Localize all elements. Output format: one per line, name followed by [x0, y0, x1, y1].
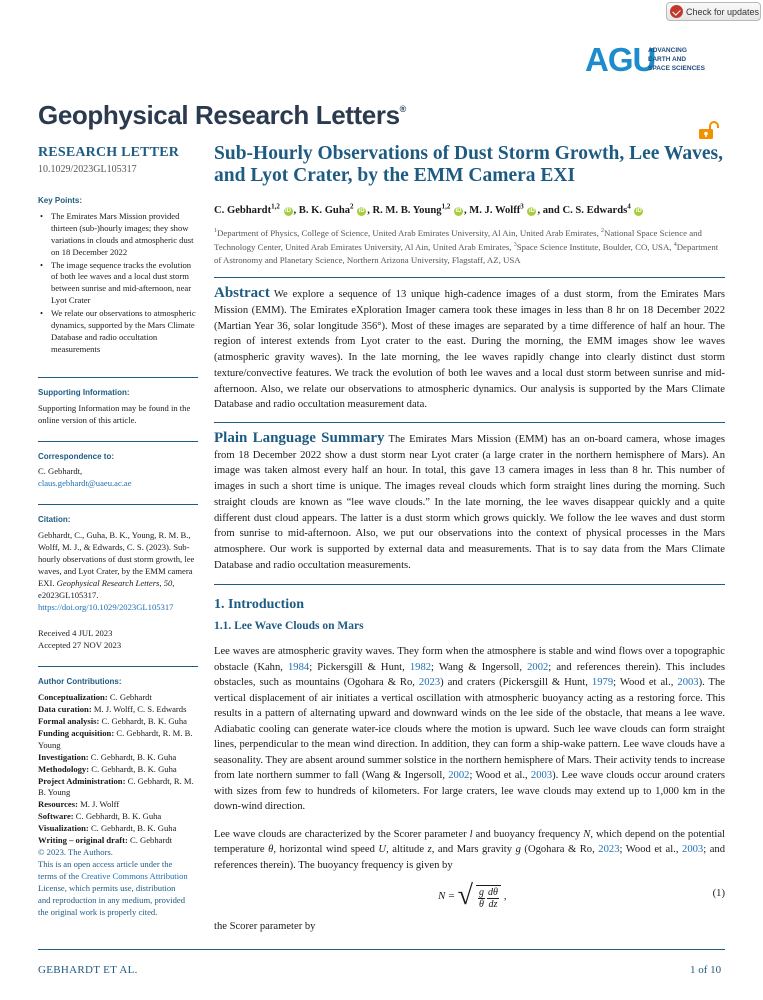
- affiliation-sup: 1: [214, 227, 217, 234]
- author-name: C. Gebhardt: [214, 204, 272, 216]
- eq-equals: =: [448, 890, 455, 903]
- contribution-names: C. Gebhardt, B. K. Guha: [75, 811, 162, 822]
- divider: [214, 584, 725, 585]
- affiliation-sup: 2: [600, 227, 604, 234]
- citation-link[interactable]: 2002: [448, 770, 470, 782]
- check-for-updates-button[interactable]: [666, 2, 761, 21]
- paragraph-text: ). The vertical displacement of air initiates a vertical oscillation with atmospheric buoyancy acting as a restoring force. This results in a pattern of alternating upward and downward winds on the lee side of the obstacle, that means a lee wave. Adiabatic cooling can generate water-ice clouds where the motion is upward. Such lee wave clouds can form straight lines, perpendicular to the mean wind direction. In addition, they can form a ship-wake pattern. Lee wave clouds have a seasonality. They are absent around summer solstice in the northern hemisphere of Mars. Their activity tends to increase from late northern summer to fall (Wang & Ingersoll,: [214, 677, 726, 782]
- sqrt-icon: √: [457, 880, 473, 912]
- author-separator: ,: [367, 204, 373, 216]
- equation-number: (1): [712, 888, 725, 900]
- contribution-item: [38, 799, 198, 811]
- footer-authors: GEBHARDT ET AL.: [38, 964, 138, 976]
- supporting-info-heading: Supporting Information:: [38, 387, 130, 397]
- eq-fraction-row: [478, 887, 499, 910]
- author-separator: ,: [463, 204, 470, 216]
- contribution-names: C. Gebhardt, B. K. Guha: [101, 716, 187, 726]
- open-access-lock-icon: [697, 121, 722, 139]
- sidebar: [38, 145, 198, 917]
- abstract: [214, 286, 725, 413]
- eq-fraction: [487, 887, 499, 910]
- author-name: B. K. Guha: [298, 204, 351, 216]
- divider: [214, 422, 725, 423]
- journal-name: Geophysical Research Letters: [38, 100, 400, 130]
- author: [372, 202, 470, 216]
- author-affiliation-sup: 1,2: [441, 202, 451, 210]
- contribution-role: Resources:: [38, 799, 78, 810]
- paragraph-text: ) and craters (Pickersgill & Hunt,: [440, 677, 592, 689]
- citation-link[interactable]: 2003: [677, 677, 699, 689]
- agu-tagline-line: ADVANCING: [648, 47, 687, 54]
- correspondence-name: C. Gebhardt,: [38, 466, 83, 477]
- author: [214, 202, 299, 216]
- contribution-names: M. J. Wolff, C. S. Edwards: [93, 704, 187, 715]
- math-symbol: θ: [268, 844, 274, 856]
- contribution-item: [38, 823, 198, 835]
- orcid-icon[interactable]: iD: [358, 207, 365, 214]
- citation-link[interactable]: 2023: [418, 677, 441, 689]
- article-main: [214, 143, 725, 935]
- author-affiliation-sup: 1,2: [271, 202, 280, 210]
- citation-doi-link[interactable]: https://doi.org/10.1029/2023GL105317: [38, 601, 174, 612]
- citation-block: [38, 530, 198, 613]
- agu-tagline-line: EARTH AND: [648, 56, 687, 63]
- agu-logo-letters: AGU: [585, 41, 656, 78]
- contribution-item: [38, 716, 198, 728]
- contribution-item: [38, 752, 198, 764]
- author-affiliation-sup: 3: [520, 202, 524, 210]
- contribution-names: C. Gebhardt, B. K. Guha: [91, 763, 177, 774]
- paragraph-text: ; Wang & Ingersoll,: [431, 661, 528, 673]
- citation-link[interactable]: 2002: [527, 661, 549, 673]
- orcid-icon[interactable]: iD: [455, 207, 462, 214]
- math-symbol: N: [583, 828, 591, 840]
- orcid-icon[interactable]: iD: [528, 207, 535, 214]
- paragraph-text: , which depend on the potential temperature: [214, 828, 725, 856]
- paragraph-text: (Ogohara & Ro,: [520, 844, 599, 856]
- paragraph-text: ; Wood et al.,: [613, 677, 678, 689]
- affiliation-text: National Space Science and Technology Center, United Arab Emirates University, Al Ain, United Arab Emirates,: [214, 227, 702, 253]
- paragraph: [214, 827, 725, 874]
- contribution-role: Conceptualization:: [38, 692, 108, 703]
- author-contributions-list: [38, 692, 198, 847]
- eq-tail: ,: [503, 890, 507, 903]
- creative-commons-link[interactable]: Creative Commons Attribution: [81, 870, 188, 881]
- contribution-role: Investigation:: [38, 751, 89, 762]
- paragraph-text: , and Mars gravity: [431, 844, 516, 856]
- contribution-role: Visualization:: [38, 823, 89, 834]
- paragraph-text: , horizontal wind speed: [273, 844, 379, 856]
- citation-link[interactable]: 2003: [682, 844, 704, 856]
- contribution-role: Funding acquisition:: [38, 727, 115, 738]
- affiliation-text: Space Science Institute, Boulder, CO, USA,: [516, 242, 674, 253]
- math-symbol: g: [515, 844, 521, 856]
- pls-text: The Emirates Mars Mission (EMM) has an on-board camera, whose images from 18 December 2022 show a dust storm near Lyot crater (a large crater in the northern hemisphere of Mars). An image was taken almost every half an hour. In total, this gave 13 camera images in less than 8 hr. This number of images in such a short time is unique. The images reveal clouds which form straight lines during the morning. Such straight clouds are known as “lee wave clouds.” In the late morning, the lee waves disappear quickly and a quite different dust cloud appears. The latter is a dust storm which grows quickly. We follow the lee waves and dust storm from sunrise to mid-afternoon. Also, we put our observations into the context of physical processes in the Mars atmosphere. Our work is supported by external data and measurements. That is to say data from the Mars Climate Database and radio occultation measurements.: [214, 434, 725, 571]
- plain-language-summary: [214, 431, 725, 573]
- citation-journal: Geophysical Research Letters, 50,: [56, 577, 175, 588]
- article-title: Sub-Hourly Observations of Dust Storm Growth, Lee Waves, and Lyot Crater, by the EMM Camera EXI: [214, 143, 724, 186]
- agu-tagline: [648, 46, 705, 73]
- correspondence-heading: Correspondence to:: [38, 451, 115, 461]
- license-text: [38, 859, 188, 919]
- citation-link[interactable]: 1982: [409, 661, 432, 673]
- paragraph-text: ). Lee wave clouds occur around craters with sizes from few to hundreds of kilometers. For large craters, lee wave clouds may extend up to 1,000 km in the down-wind direction.: [214, 770, 725, 813]
- contribution-role: Methodology:: [38, 763, 90, 774]
- paragraph-text: Lee waves are atmospheric gravity waves. They form when the atmosphere is stable and wind flows over a topographic obstacle (Kahn,: [214, 646, 725, 673]
- contribution-item: [38, 764, 198, 776]
- subsection-heading: 1.1. Lee Wave Clouds on Mars: [214, 620, 364, 633]
- contribution-names: C. Gebhardt, R. M. B. Young: [38, 775, 194, 798]
- contribution-item: [38, 776, 198, 800]
- contribution-role: Software:: [38, 811, 74, 822]
- eq-num: g: [478, 886, 484, 898]
- contribution-item: [38, 811, 198, 823]
- contribution-role: Writing – original draft:: [38, 835, 128, 846]
- journal-title: [38, 100, 406, 131]
- author-affiliation-sup: 2: [350, 202, 354, 210]
- copyright-notice: [38, 847, 188, 918]
- paragraph-text: ; Wood et al.,: [619, 844, 683, 856]
- author: [469, 202, 563, 216]
- pls-label: Plain Language Summary: [214, 430, 385, 446]
- author-name: M. J. Wolff: [469, 204, 521, 216]
- eq-lhs: N: [438, 890, 446, 903]
- orcid-icon[interactable]: iD: [635, 207, 642, 214]
- affiliation-sup: 3: [513, 242, 517, 249]
- contribution-names: C. Gebhardt, R. M. B. Young: [38, 727, 193, 750]
- math-symbol: U: [378, 844, 387, 856]
- article-doi: 10.1029/2023GL105317: [38, 164, 137, 175]
- math-symbol: z: [427, 844, 432, 856]
- paragraph-text: ; and references therein). The buoyancy frequency is given by: [214, 844, 725, 871]
- author-name: C. S. Edwards: [562, 204, 628, 216]
- divider: [38, 504, 198, 505]
- footer-divider: [38, 949, 725, 950]
- contribution-item: [38, 704, 198, 716]
- received-date: Received 4 JUL 2023: [38, 628, 113, 639]
- eq-fraction: [478, 887, 485, 910]
- divider: [38, 377, 198, 378]
- contribution-role: Project Administration:: [38, 775, 126, 786]
- paragraph-text: , altitude: [386, 844, 428, 856]
- agu-tagline-line: SPACE SCIENCES: [648, 65, 705, 72]
- contribution-names: M. J. Wolff: [80, 799, 120, 810]
- key-point: • The Emirates Mars Mission provided thirteen (sub-)hourly images; they show variations in clouds and atmospheric dust on 18 December 2022: [38, 211, 198, 259]
- author-separator: ,: [293, 204, 299, 216]
- paragraph-text: ; and references therein). This includes obstacles, such as mountains (Ogohara & Ro,: [214, 661, 725, 689]
- abstract-text: We explore a sequence of 13 unique high-cadence images of a dust storm, from the Emirates Mars Mission (EMM). The Emirates eXploration Imager camera took these images in less than 8 hr on 18 December 2022 (Martian Year 36, solar longitude 356°). Most of these images are separated by a time difference of half an hour. The region of interest extends from Lyot crater to the east. During the morning, the EMM images show lee waves (atmospheric gravity waves). In the late morning, the lee waves rapidly change into clearly distinct dust storm texture/convective features. We track the evolution of both lee waves and a local dust storm between sunrise and mid-afternoon. Also, we relate our observations to atmospheric dynamics. Our analysis is supported by the Mars Climate Database and radio occultation measurement data.: [214, 289, 725, 411]
- author-list: [214, 199, 725, 218]
- author-affiliation-sup: 4: [627, 202, 631, 210]
- contribution-item: [38, 692, 198, 704]
- key-points-heading: Key Points:: [38, 196, 83, 205]
- key-point: • The image sequence tracks the evolution of both lee waves and a local dust storm between sunrise and mid-afternoon, near Lyot Crater: [38, 260, 198, 308]
- paragraph: the Scorer parameter by: [214, 921, 316, 933]
- contribution-names: C. Gebhardt: [109, 692, 152, 703]
- abstract-label: Abstract: [214, 285, 270, 302]
- eq-den: θ: [478, 898, 484, 910]
- check-updates-label: Check for updates: [686, 6, 760, 17]
- supporting-info-text: Supporting Information may be found in the online version of this article.: [38, 402, 191, 425]
- citation-link[interactable]: 2023: [598, 844, 620, 856]
- contribution-item: [38, 728, 198, 752]
- paragraph-text: and buoyancy frequency: [472, 828, 584, 840]
- affiliations: [214, 225, 725, 268]
- author: [298, 202, 373, 216]
- divider: [38, 441, 198, 442]
- author-contributions-heading: Author Contributions:: [38, 677, 122, 687]
- math-symbol: l: [469, 828, 473, 840]
- contribution-role: Formal analysis:: [38, 716, 100, 726]
- citation-id: e2023GL105317.: [38, 589, 99, 600]
- paragraph: [214, 644, 725, 815]
- equation-1: [214, 879, 725, 915]
- key-point: • We relate our observations to atmospheric dynamics, supported by the Mars Climate Database and radio occultation measurements: [38, 308, 198, 356]
- author: [562, 202, 644, 216]
- orcid-icon[interactable]: iD: [285, 207, 291, 214]
- affiliation-text: Department of Physics, College of Science, United Arab Emirates University, Al Ain, United Arab Emirates,: [217, 227, 601, 238]
- section-heading: 1. Introduction: [214, 597, 304, 613]
- author-name: R. M. B. Young: [372, 204, 442, 216]
- eq-den: dz: [488, 898, 498, 910]
- citation-link[interactable]: 1979: [591, 677, 614, 689]
- license-pre: This is an open access article under the terms of the: [38, 858, 173, 881]
- registered-mark: ®: [399, 104, 406, 114]
- citation-link[interactable]: 2003: [530, 770, 553, 782]
- eq-num: dθ: [487, 886, 498, 898]
- contribution-role: Data curation:: [38, 704, 92, 715]
- contribution-item: [38, 835, 198, 847]
- contribution-names: C. Gebhardt: [130, 835, 173, 846]
- paragraph-text: Lee wave clouds are characterized by the Scorer parameter: [214, 828, 470, 840]
- affiliation-text: Department of Astronomy and Planetary Science, Northern Arizona University, Flagstaff, AZ, USA: [214, 242, 719, 266]
- citation-text: Gebhardt, C., Guha, B. K., Young, R. M. B., Wolff, M. J., & Edwards, C. S. (2023). Sub-hourly observations of dust storm growth, lee waves, and Lyot Crater, by the EMM camera EXI.: [38, 530, 195, 588]
- page-number: 1 of 10: [690, 964, 722, 976]
- affiliation-sup: 4: [673, 242, 677, 249]
- check-updates-icon: [670, 5, 683, 18]
- eq-radicand: [476, 885, 501, 910]
- agu-logo[interactable]: [585, 41, 735, 78]
- paragraph-text: ; Wood et al.,: [469, 770, 531, 782]
- contribution-names: C. Gebhardt, B. K. Guha: [90, 751, 177, 762]
- copyright-line: © 2023. The Authors.: [38, 847, 113, 857]
- author-separator: , and: [537, 204, 563, 216]
- citation-link[interactable]: 1984: [288, 661, 310, 673]
- divider: [38, 666, 198, 667]
- license-post: License, which permits use, distribution and reproduction in any medium, provided the original work is properly cited.: [38, 882, 186, 917]
- paragraph-text: ; Pickersgill & Hunt,: [309, 661, 410, 673]
- accepted-date: Accepted 27 NOV 2023: [38, 640, 122, 651]
- equation-body: [438, 882, 507, 910]
- contribution-names: C. Gebhardt, B. K. Guha: [90, 823, 177, 834]
- citation-heading: Citation:: [38, 515, 71, 525]
- key-points-list: [38, 211, 198, 356]
- divider: [214, 277, 725, 278]
- correspondence-email-link[interactable]: claus.gebhardt@uaeu.ac.ae: [38, 478, 132, 489]
- article-type: RESEARCH LETTER: [38, 145, 180, 160]
